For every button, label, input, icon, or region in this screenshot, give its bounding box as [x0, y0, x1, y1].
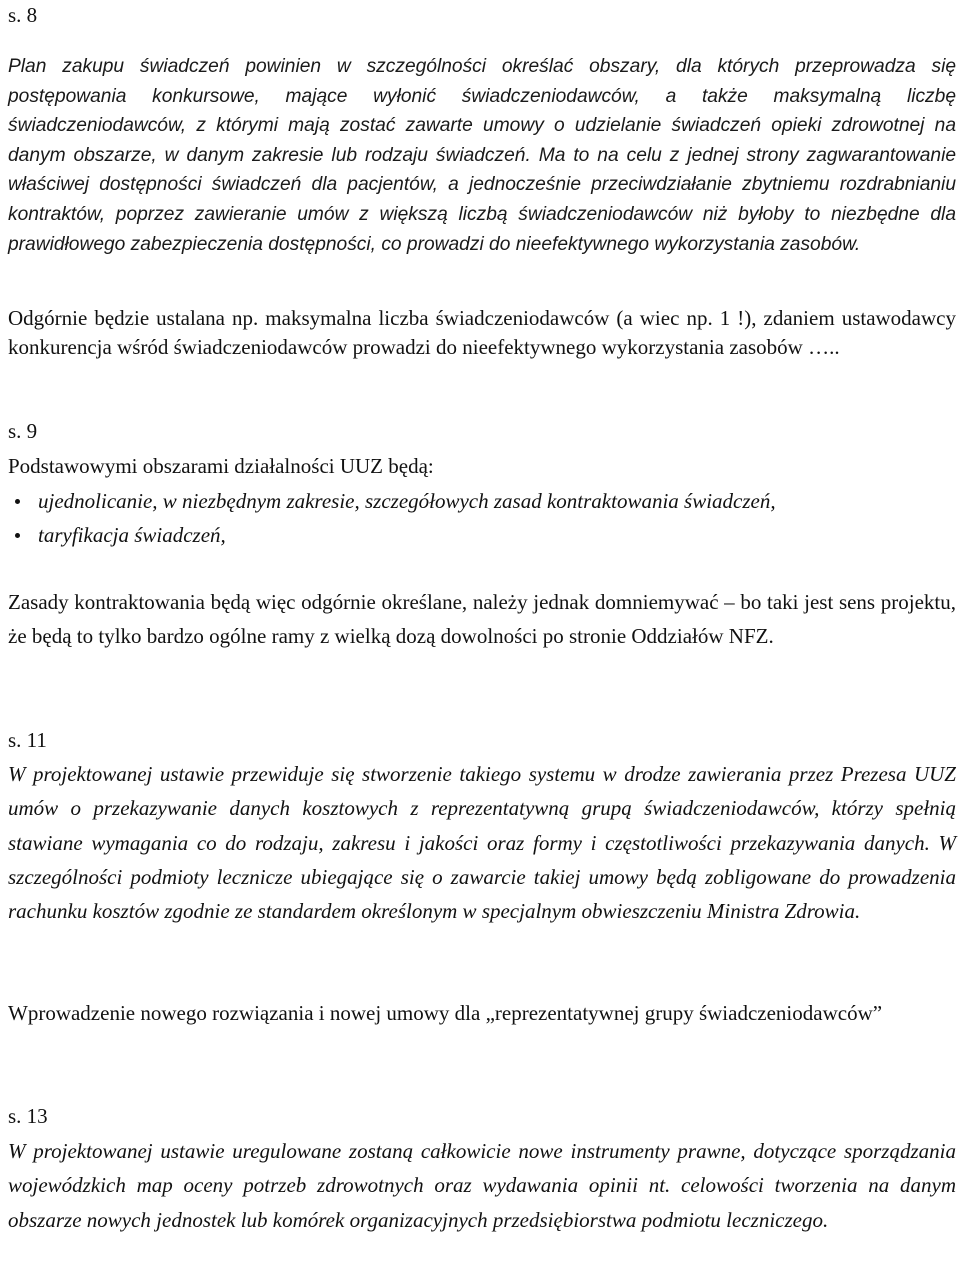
s13-paragraph-projektowanej: W projektowanej ustawie uregulowane zostaną całkowicie nowe instrumenty prawne, dotyczące sporządzania wojewódzkich map oceny potrzeb zdrowotnych oraz wydawania opinii nt. celowości tworzenia na danym obszarze nowych jednostek lub komórek organizacyjnych przedsiębiorstwa podmiotu leczniczego.	[8, 1139, 956, 1232]
s9-paragraph-zasady: Zasady kontraktowania będą więc odgórnie określane, należy jednak domniemywać – bo taki jest sens projektu, że będą to tylko bardzo ogólne ramy z wielką dozą dowolności po stronie Oddziałów NFZ.	[8, 590, 956, 648]
section-label-s8: s. 8	[8, 3, 38, 27]
section-label-s9: s. 9	[8, 419, 38, 443]
s9-bullet-text: taryfikacja świadczeń,	[38, 523, 226, 547]
list-item	[8, 484, 956, 518]
s8-paragraph-odgornie: Odgórnie będzie ustalana np. maksymalna liczba świadczeniodawców (a wiec np. 1 !), zdaniem ustawodawcy konkurencja wśród świadczeniodawców prowadzi do nieefektywnego wykorzystania zasobów …..	[8, 306, 956, 359]
section-label-s13: s. 13	[8, 1104, 48, 1128]
s11-paragraph-projektowanej: W projektowanej ustawie przewiduje się stworzenie takiego systemu w drodze zawierania przez Prezesa UUZ umów o przekazywanie danych kosztowych z reprezentatywną grupą świadczeniodawców, którzy spełnią stawiane wymagania co do rodzaju, zakresu i jakości oraz formy i częstotliwości przekazywania danych. W szczególności podmioty lecznicze ubiegające się o zawarcie takiej umowy będą zobligowane do prowadzenia rachunku kosztów zgodnie ze standardem określonym w specjalnym obwieszczeniu Ministra Zdrowia.	[8, 762, 956, 924]
bullet-icon	[15, 499, 20, 504]
s11-paragraph-wprowadzenie: Wprowadzenie nowego rozwiązania i nowej umowy dla „reprezentatywnej grupy świadczeniodawców”	[8, 1001, 883, 1025]
section-label-s11: s. 11	[8, 728, 47, 752]
bullet-icon	[15, 533, 20, 538]
s9-bullet-text: ujednolicanie, w niezbędnym zakresie, szczegółowych zasad kontraktowania świadczeń,	[38, 489, 776, 513]
list-item	[8, 518, 956, 552]
s9-intro: Podstawowymi obszarami działalności UUZ będą:	[8, 454, 434, 478]
s9-bullet-list	[8, 484, 956, 552]
s8-paragraph-plan: Plan zakupu świadczeń powinien w szczególności określać obszary, dla których przeprowadza się postępowania konkursowe, mające wyłonić świadczeniodawców, a także maksymalną liczbę świadczeniodawców, z którymi mają zostać zawarte umowy o udzielanie świadczeń opieki zdrowotnej na danym obszarze, w danym zakresie lub rodzaju świadczeń. Ma to na celu z jednej strony zagwarantowanie właściwej dostępności świadczeń dla pacjentów, a jednocześnie przeciwdziałanie zbytniemu rozdrabnianiu kontraktów, poprzez zawieranie umów z większą liczbą świadczeniodawców niż byłoby to niezbędne dla prawidłowego zabezpieczenia dostępności, co prowadzi do nieefektywnego wykorzystania zasobów.	[8, 56, 956, 255]
